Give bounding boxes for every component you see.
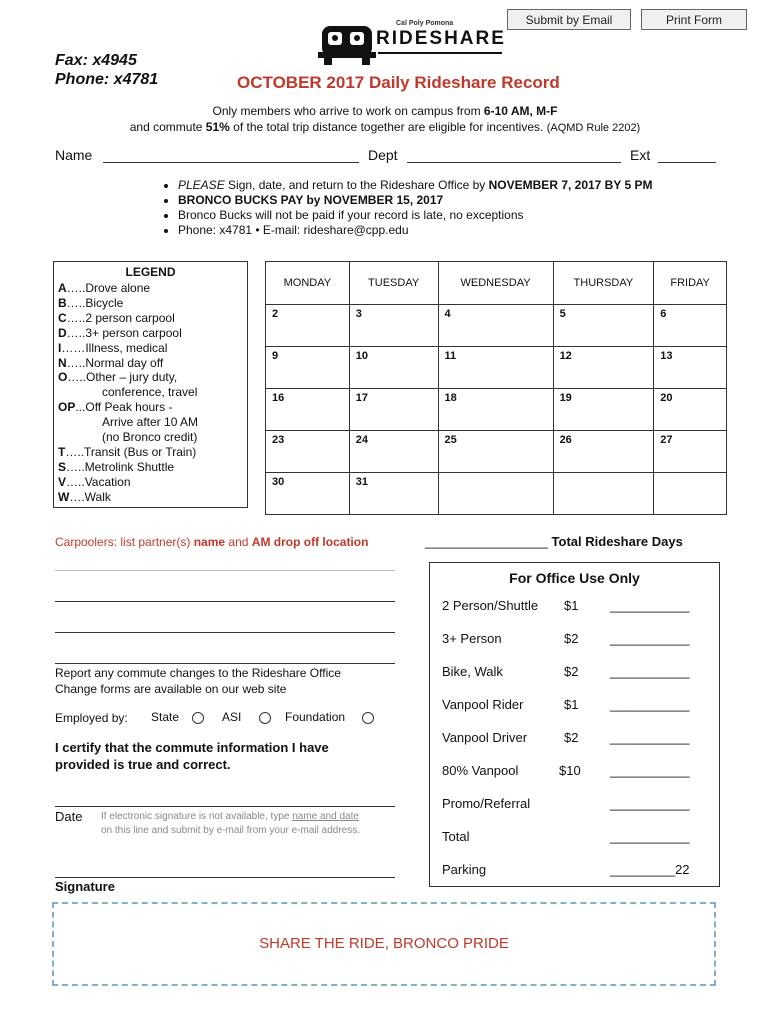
- office-row-amount: $2: [564, 664, 579, 679]
- calendar-day-cell[interactable]: 20: [654, 389, 727, 431]
- office-row-label: Total: [442, 829, 470, 844]
- calendar-day-cell[interactable]: 27: [654, 431, 727, 473]
- instructions-list: [160, 178, 738, 238]
- rideshare-logo: [318, 18, 506, 66]
- calendar-day-cell[interactable]: 17: [349, 389, 438, 431]
- calendar-day-cell[interactable]: 3: [349, 305, 438, 347]
- calendar-day-cell[interactable]: 16: [266, 389, 350, 431]
- office-row-field[interactable]: ___________: [610, 730, 690, 745]
- calendar-day-cell[interactable]: 4: [438, 305, 553, 347]
- day-header: THURSDAY: [553, 262, 654, 305]
- calendar-day-cell[interactable]: 5: [553, 305, 654, 347]
- foundation-radio[interactable]: [362, 712, 374, 724]
- total-days-field[interactable]: _________________: [425, 534, 548, 549]
- calendar-day-cell[interactable]: 30: [266, 473, 350, 515]
- carpool-line-4[interactable]: [55, 663, 395, 664]
- office-row-label: Bike, Walk: [442, 664, 503, 679]
- office-row-label: Vanpool Rider: [442, 697, 524, 712]
- calendar-week-row: [266, 305, 727, 347]
- print-form-button[interactable]: Print Form: [641, 9, 747, 30]
- date-label: Date: [55, 809, 83, 824]
- calendar-day-cell[interactable]: 25: [438, 431, 553, 473]
- dept-label: Dept: [368, 147, 398, 163]
- office-row-label: 3+ Person: [442, 631, 502, 646]
- calendar-week-row: [266, 347, 727, 389]
- esignature-note-1: If electronic signature is not available, type name and date: [101, 811, 359, 822]
- calendar-day-cell[interactable]: 26: [553, 431, 654, 473]
- slogan-banner: [52, 902, 716, 986]
- office-row-label: Vanpool Driver: [442, 730, 528, 745]
- legend-entry: B…..Bicycle: [58, 295, 124, 310]
- calendar-day-cell[interactable]: 23: [266, 431, 350, 473]
- calendar-day-cell[interactable]: 10: [349, 347, 438, 389]
- calendar-day-cell: [553, 473, 654, 515]
- legend-entry: (no Bronco credit): [102, 430, 198, 445]
- calendar-table: [265, 261, 727, 515]
- calendar-day-cell: [654, 473, 727, 515]
- legend-title: LEGEND: [125, 265, 176, 279]
- name-label: Name: [55, 147, 93, 163]
- signature-line[interactable]: [55, 877, 395, 878]
- calendar-header-row: [266, 262, 727, 305]
- day-header: TUESDAY: [349, 262, 438, 305]
- legend-entry: A…..Drove alone: [58, 281, 151, 295]
- legend-entry: N…..Normal day off: [58, 355, 164, 370]
- calendar-day-cell[interactable]: 9: [266, 347, 350, 389]
- instruction-item: • PLEASE Sign, date, and return to the Rideshare Office by NOVEMBER 7, 2017 BY 5 PM: [178, 178, 738, 192]
- report-changes-text: Report any commute changes to the Rideshare Office: [55, 666, 341, 680]
- calendar-day-cell[interactable]: 31: [349, 473, 438, 515]
- employer-option-foundation[interactable]: Foundation: [285, 710, 374, 724]
- submit-by-email-button[interactable]: Submit by Email: [507, 9, 631, 30]
- date-signature-line[interactable]: [55, 806, 395, 807]
- office-row-field[interactable]: ___________: [610, 829, 690, 844]
- legend-entry: Arrive after 10 AM: [102, 415, 199, 430]
- fax-number: Fax: x4945: [55, 52, 137, 69]
- slogan-text: SHARE THE RIDE, BRONCO PRIDE: [259, 935, 509, 952]
- ext-field[interactable]: [658, 162, 716, 163]
- car-logo-icon: [318, 22, 376, 66]
- calendar-day-cell[interactable]: 12: [553, 347, 654, 389]
- page-title: OCTOBER 2017 Daily Rideshare Record: [237, 73, 560, 92]
- legend-box: [53, 261, 248, 508]
- legend-entry: O…..Other – jury duty,: [58, 370, 178, 385]
- legend-entry: V…..Vacation: [58, 474, 131, 489]
- asi-radio[interactable]: [259, 712, 271, 724]
- calendar-day-cell: [438, 473, 553, 515]
- office-row-amount: $1: [564, 598, 579, 613]
- office-row-field[interactable]: ___________: [610, 763, 690, 778]
- eligibility-line-2: and commute 51% of the total trip distance together are eligible for incentives. (AQMD Rule 2202): [129, 120, 641, 134]
- certify-line-2: provided is true and correct.: [55, 757, 231, 772]
- legend-entry: C…..2 person carpool: [58, 310, 175, 325]
- legend-entry: OP...Off Peak hours -: [58, 400, 173, 415]
- carpool-instruction: Carpoolers: list partner(s) name and AM drop off location: [55, 535, 369, 549]
- employer-option-state[interactable]: State: [151, 710, 204, 724]
- legend-entry: T…..Transit (Bus or Train): [58, 444, 197, 459]
- calendar-day-cell[interactable]: 6: [654, 305, 727, 347]
- legend-entry: I……Illness, medical: [58, 340, 168, 355]
- office-row-label: 2 Person/Shuttle: [442, 598, 539, 613]
- office-row-amount: $10: [559, 763, 581, 778]
- instruction-item: • Phone: x4781 • E-mail: rideshare@cpp.edu: [178, 223, 738, 237]
- office-row-field[interactable]: ___________: [610, 796, 690, 811]
- legend-entry: D…..3+ person carpool: [58, 325, 182, 340]
- legend-entry: conference, travel: [102, 385, 198, 400]
- calendar-day-cell[interactable]: 24: [349, 431, 438, 473]
- calendar-day-cell[interactable]: 2: [266, 305, 350, 347]
- office-row-field[interactable]: ___________: [610, 598, 690, 613]
- change-forms-text: Change forms are available on our web site: [55, 682, 287, 696]
- state-radio[interactable]: [192, 712, 204, 724]
- carpool-line-1[interactable]: [55, 570, 395, 571]
- office-use-title: For Office Use Only: [509, 570, 640, 586]
- certify-line-1: I certify that the commute information I have: [55, 740, 329, 755]
- office-row-field[interactable]: _________22: [610, 862, 690, 877]
- ext-label: Ext: [630, 147, 651, 163]
- dept-field[interactable]: [407, 162, 621, 163]
- calendar-week-row: [266, 431, 727, 473]
- calendar-day-cell[interactable]: 11: [438, 347, 553, 389]
- calendar-week-row: [266, 389, 727, 431]
- legend-entry: W….Walk: [58, 489, 111, 504]
- calendar-week-row: [266, 473, 727, 515]
- office-row-field[interactable]: ___________: [610, 664, 690, 679]
- eligibility-line-1: Only members who arrive to work on campus from 6-10 AM, M-F: [212, 104, 558, 118]
- office-row-label: 80% Vanpool: [442, 763, 519, 778]
- employed-by-label: Employed by:: [55, 711, 128, 725]
- calendar-day-cell[interactable]: 13: [654, 347, 727, 389]
- office-row-field[interactable]: ___________: [610, 697, 690, 712]
- day-header: MONDAY: [266, 262, 350, 305]
- office-row-amount: $1: [564, 697, 579, 712]
- office-row-field[interactable]: ___________: [610, 631, 690, 646]
- logo-underline: [378, 52, 502, 54]
- logo-wordmark: RIDESHARE: [376, 28, 506, 49]
- day-header: WEDNESDAY: [438, 262, 553, 305]
- carpool-line-3[interactable]: [55, 632, 395, 633]
- instruction-item: • Bronco Bucks will not be paid if your record is late, no exceptions: [178, 208, 738, 222]
- esignature-note-2: on this line and submit by e-mail from your e-mail address.: [101, 825, 360, 836]
- instruction-item: • BRONCO BUCKS PAY by NOVEMBER 15, 2017: [178, 193, 738, 207]
- employer-option-asi[interactable]: ASI: [222, 710, 271, 724]
- office-use-box: [429, 562, 720, 887]
- total-rideshare-days: _________________ Total Rideshare Days: [425, 534, 683, 549]
- logo-subtitle: Cal Poly Pomona: [396, 20, 454, 27]
- office-row-label: Parking: [442, 862, 487, 877]
- carpool-line-2[interactable]: [55, 601, 395, 602]
- phone-number: Phone: x4781: [55, 71, 159, 88]
- calendar-day-cell[interactable]: 18: [438, 389, 553, 431]
- name-field[interactable]: [103, 162, 359, 163]
- signature-label: Signature: [55, 879, 115, 894]
- office-row-label: Promo/Referral: [442, 796, 531, 811]
- day-header: FRIDAY: [654, 262, 727, 305]
- legend-entry: S…..Metrolink Shuttle: [58, 459, 175, 474]
- calendar-day-cell[interactable]: 19: [553, 389, 654, 431]
- office-row-amount: $2: [564, 631, 579, 646]
- office-row-amount: $2: [564, 730, 579, 745]
